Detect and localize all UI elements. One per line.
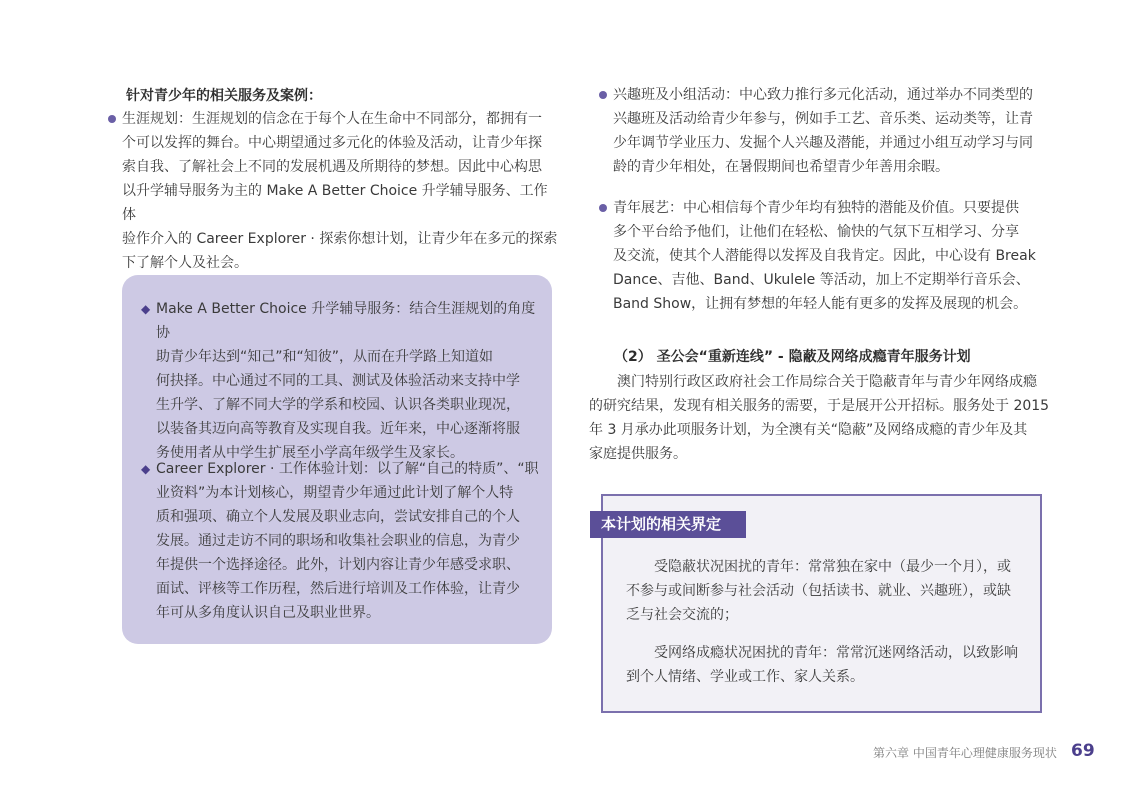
text-line: 生升学、了解不同大学的学系和校园、认识各类职业现况，: [156, 397, 520, 413]
text-line: 个可以发挥的舞台。中心期望通过多元化的体验及活动，让青少年探: [122, 135, 542, 151]
diamond-bullet-icon: ◆: [141, 302, 151, 316]
text-line: 兴趣班及活动给青少年参与，例如手工艺、音乐类、运动类等，让青: [613, 111, 1033, 127]
text-line: 到个人情绪、学业或工作、家人关系。: [626, 669, 864, 685]
text-line: Dance、吉他、Band、Ukulele 等活动，加上不定期举行音乐会、: [613, 272, 1030, 288]
text-line: 澳门特别行政区政府社会工作局综合关于隐蔽青年与青少年网络成瘾: [617, 374, 1037, 390]
interest-class-item: [599, 83, 1059, 179]
text-line: Make A Better Choice 升学辅导服务：结合生涯规划的角度协: [156, 301, 536, 341]
section-title: （2） 圣公会“重新连线” - 隐蔽及网络成瘾青年服务计划: [614, 349, 971, 365]
text-line: 年可从多角度认识自己及职业世界。: [156, 605, 380, 621]
footer-chapter: 第六章 中国青年心理健康服务现状: [873, 746, 1057, 760]
diamond-bullet-icon: ◆: [141, 462, 151, 476]
text-line: 不参与或间断参与社会活动（包括读书、就业、兴趣班），或缺: [626, 583, 1011, 599]
career-explorer-item: [141, 457, 541, 625]
text-line: Career Explorer · 工作体验计划：以了解“自己的特质”、“职: [156, 461, 539, 477]
make-a-better-choice-text: [156, 297, 541, 465]
career-explorer-text: [156, 457, 539, 625]
text-line: 受网络成瘾状况困扰的青年：常常沉迷网络活动，以致影响: [654, 645, 1018, 661]
text-line: 验作介入的 Career Explorer · 探索你想计划，让青少年在多元的探索: [122, 231, 558, 247]
youth-arts-text: [613, 196, 1036, 316]
bullet-dot-icon: [599, 204, 607, 212]
youth-arts-item: [599, 196, 1059, 316]
definition-para-addicted: [626, 641, 1036, 689]
text-line: 以升学辅导服务为主的 Make A Better Choice 升学辅导服务、工作体: [122, 183, 548, 223]
section-body: [589, 370, 1059, 466]
text-line: 多个平台给予他们，让他们在轻松、愉快的气氛下互相学习、分享: [613, 224, 1019, 240]
career-planning-text: [122, 107, 558, 275]
text-line: 面试、评核等工作历程，然后进行培训及工作体验，让青少: [156, 581, 520, 597]
text-line: 何抉择。中心通过不同的工具、测试及体验活动来支持中学: [156, 373, 520, 389]
bullet-dot-icon: [599, 91, 607, 99]
text-line: Band Show，让拥有梦想的年轻人能有更多的发挥及展现的机会。: [613, 296, 1028, 312]
text-line: 家庭提供服务。: [589, 446, 687, 462]
text-line: 受隐蔽状况困扰的青年：常常独在家中（最少一个月），或: [654, 559, 1011, 575]
text-line: 质和强项、确立个人发展及职业志向，尝试安排自己的个人: [156, 509, 520, 525]
text-line: 青年展艺：中心相信每个青少年均有独特的潜能及价值。只要提供: [613, 200, 1019, 216]
left-heading: 针对青少年的相关服务及案例：: [126, 88, 322, 104]
definition-para-hidden: [626, 555, 1036, 627]
text-line: 务使用者从中学生扩展至小学高年级学生及家长。: [156, 445, 464, 461]
text-line: 年 3 月承办此项服务计划，为全澳有关“隐蔽”及网络成瘾的青少年及其: [589, 422, 1028, 438]
text-line: 的研究结果，发现有相关服务的需要，于是展开公开招标。服务处于 2015: [589, 398, 1050, 414]
text-line: 业资料”为本计划核心，期望青少年通过此计划了解个人特: [156, 485, 514, 501]
text-line: 乏与社会交流的；: [626, 607, 738, 623]
career-planning-item: [108, 107, 558, 275]
text-line: 索自我、了解社会上不同的发展机遇及所期待的梦想。因此中心构思: [122, 159, 542, 175]
text-line: 年提供一个选择途径。此外，计划内容让青少年感受求职、: [156, 557, 520, 573]
text-line: 兴趣班及小组活动：中心致力推行多元化活动，通过举办不同类型的: [613, 87, 1033, 103]
definition-label: 本计划的相关界定: [590, 511, 746, 538]
text-line: 少年调节学业压力、发掘个人兴趣及潜能，并通过小组互动学习与同: [613, 135, 1033, 151]
text-line: 龄的青少年相处，在暑假期间也希望青少年善用余暇。: [613, 159, 949, 175]
text-line: 生涯规划：生涯规划的信念在于每个人在生命中不同部分，都拥有一: [122, 111, 542, 127]
text-line: 助青少年达到“知己”和“知彼”，从而在升学路上知道如: [156, 349, 494, 365]
make-a-better-choice-item: [141, 297, 541, 465]
page-number: 69: [1071, 741, 1095, 761]
text-line: 发展。通过走访不同的职场和收集社会职业的信息，为青少: [156, 533, 520, 549]
interest-class-text: [613, 83, 1033, 179]
text-line: 以装备其迈向高等教育及实现自我。近年来，中心逐渐将服: [156, 421, 520, 437]
text-line: 及交流，使其个人潜能得以发挥及自我肯定。因此，中心设有 Break: [613, 248, 1036, 264]
bullet-dot-icon: [108, 115, 116, 123]
text-line: 下了解个人及社会。: [122, 255, 248, 271]
